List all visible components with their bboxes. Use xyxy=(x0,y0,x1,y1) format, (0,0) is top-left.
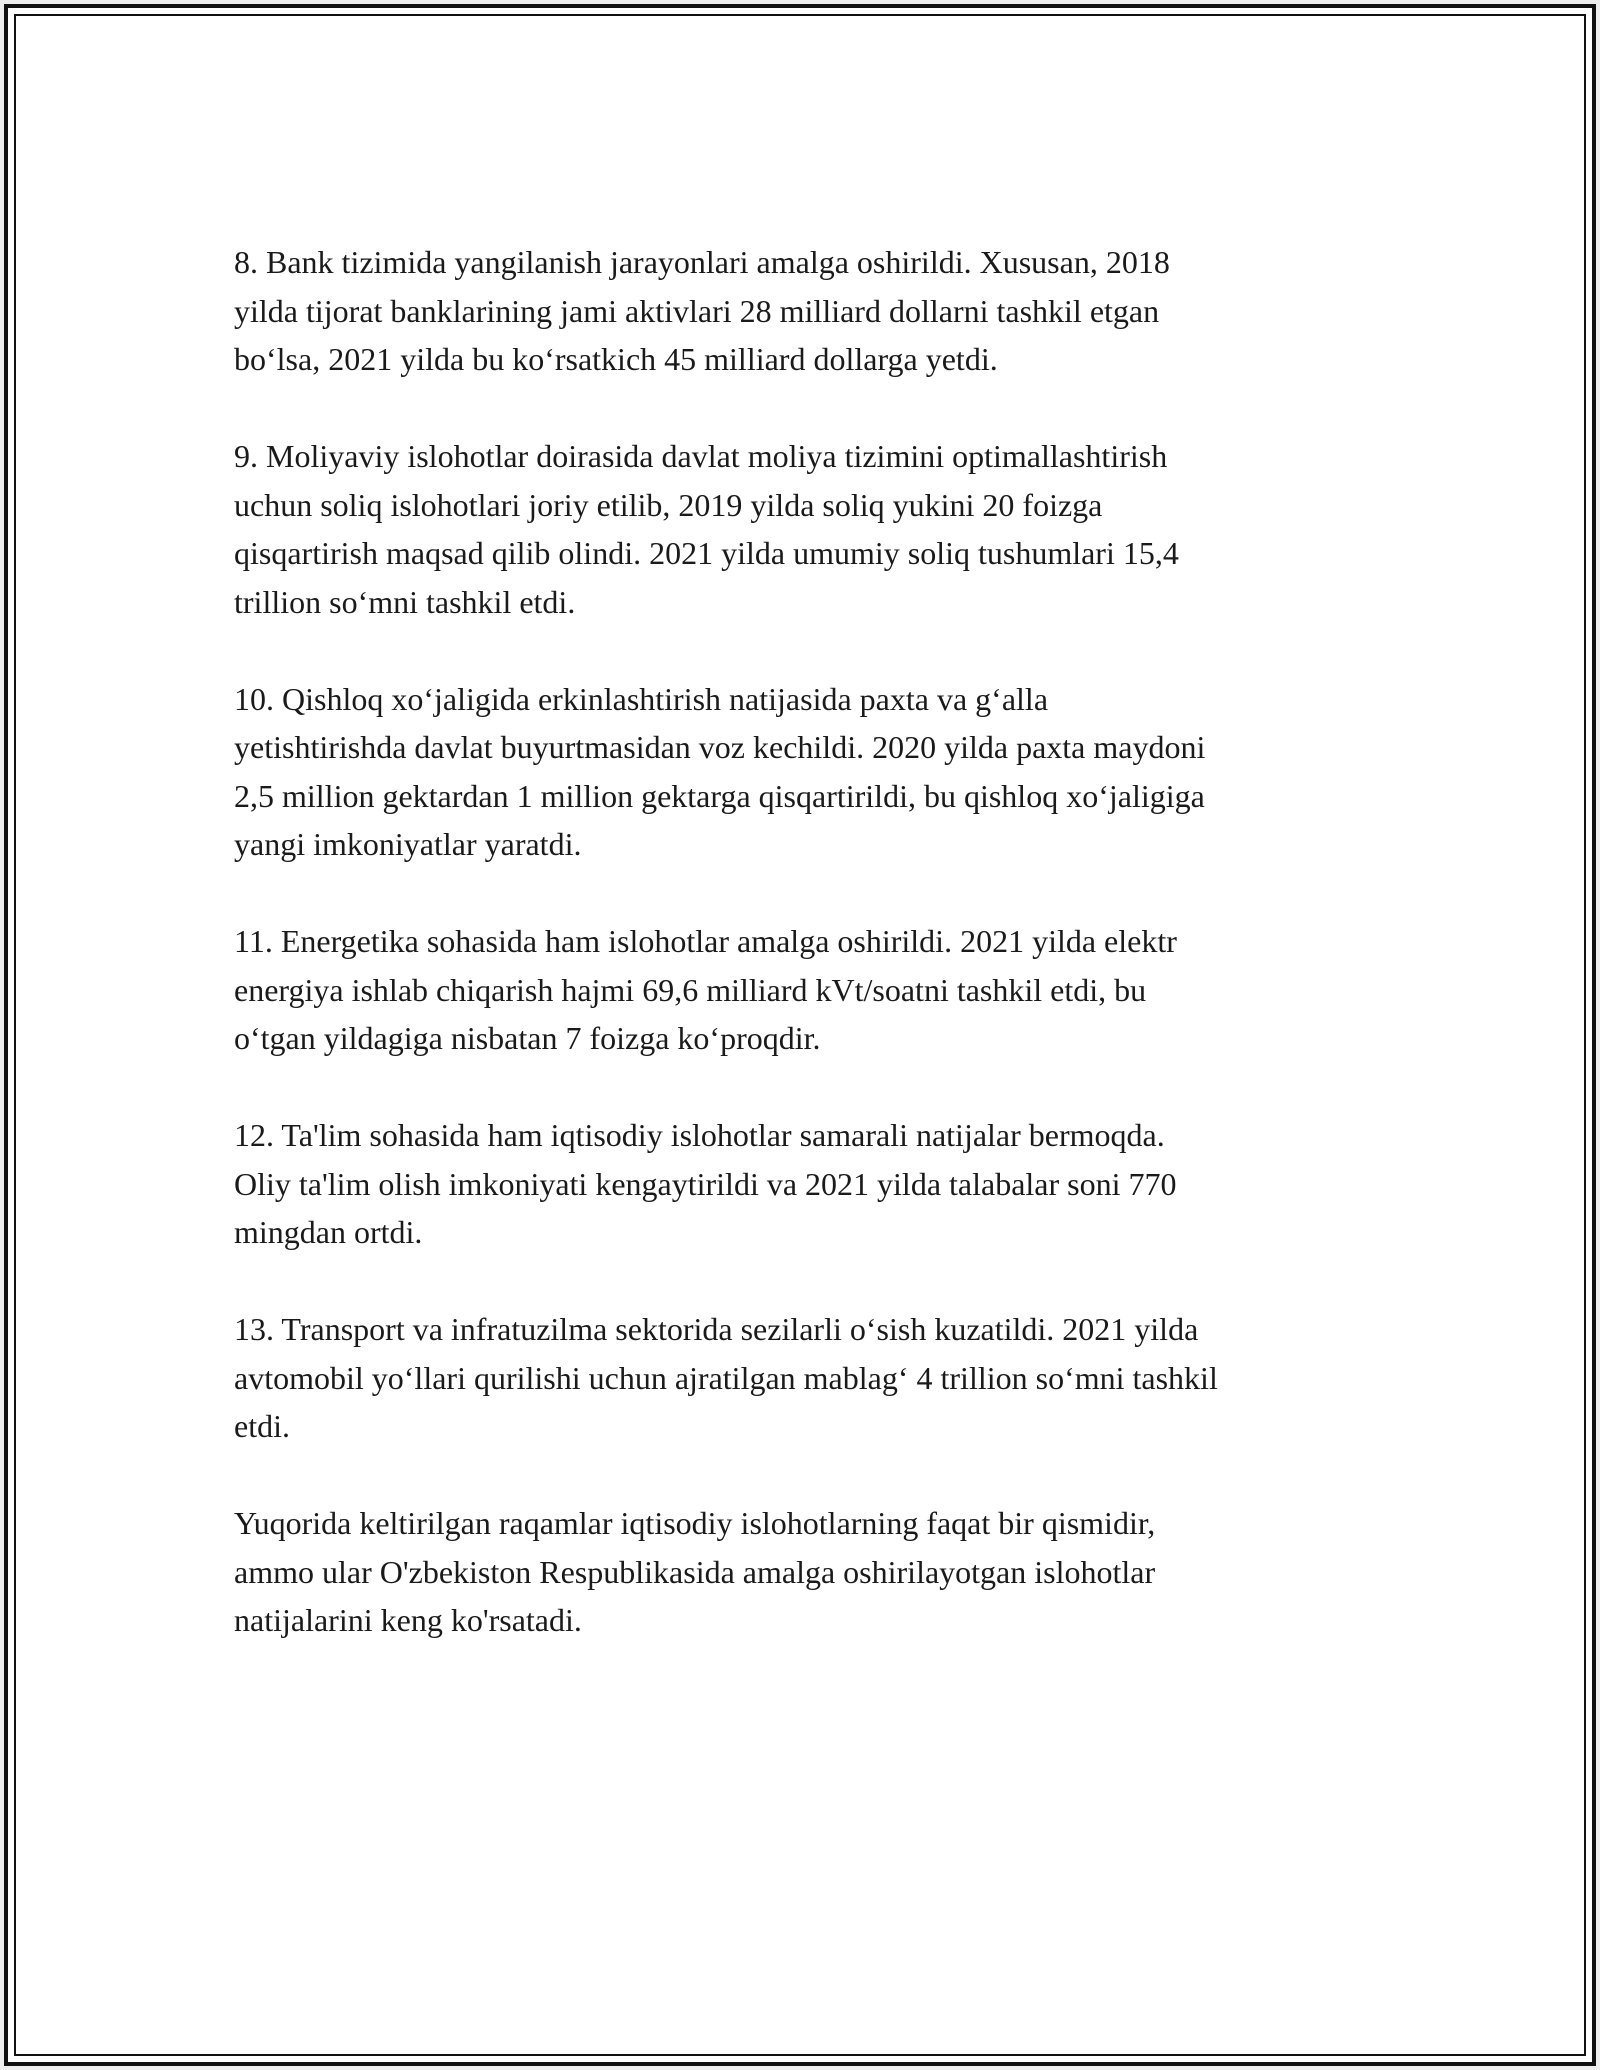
text-line: ammo ular O'zbekiston Respublikasida amalga oshirilayotgan islohotlar xyxy=(234,1553,1156,1590)
text-line: 2,5 million gektardan 1 million gektarga qisqartirildi, bu qishloq xo‘jaligiga xyxy=(234,777,1205,814)
text-line: bo‘lsa, 2021 yilda bu ko‘rsatkich 45 milliard dollarga yetdi. xyxy=(234,341,998,377)
paragraph-8-bank xyxy=(234,238,1394,384)
text-line: uchun soliq islohotlari joriy etilib, 2019 yilda soliq yukini 20 foizga xyxy=(234,486,1103,523)
paragraph-10-agriculture xyxy=(234,675,1394,869)
paragraph-13-transport xyxy=(234,1305,1394,1451)
text-line: 12. Ta'lim sohasida ham iqtisodiy islohotlar samarali natijalar bermoqda. xyxy=(234,1117,1165,1153)
text-line: natijalarini keng ko'rsatadi. xyxy=(234,1602,582,1638)
text-line: 13. Transport va infratuzilma sektorida sezilarli o‘sish kuzatildi. 2021 yilda xyxy=(234,1311,1199,1347)
text-line: 10. Qishloq xo‘jaligida erkinlashtirish natijasida paxta va g‘alla xyxy=(234,680,1049,717)
text-line: avtomobil yo‘llari qurilishi uchun ajratilgan mablag‘ 4 trillion so‘mni tashkil xyxy=(234,1359,1218,1396)
text-line: mingdan ortdi. xyxy=(234,1214,423,1250)
text-line: yilda tijorat banklarining jami aktivlari 28 milliard dollarni tashkil etgan xyxy=(234,292,1160,329)
text-line: Yuqorida keltirilgan raqamlar iqtisodiy islohotlarning faqat bir qismidir, xyxy=(234,1505,1156,1541)
text-line: yangi imkoniyatlar yaratdi. xyxy=(234,826,582,862)
paragraph-12-education xyxy=(234,1111,1394,1257)
paragraph-11-energy xyxy=(234,917,1394,1063)
text-line: qisqartirish maqsad qilib olindi. 2021 yilda umumiy soliq tushumlari 15,4 xyxy=(234,535,1179,571)
text-line: 8. Bank tizimida yangilanish jarayonlari amalga oshirildi. Xususan, 2018 xyxy=(234,244,1170,280)
text-line: o‘tgan yildagiga nisbatan 7 foizga ko‘proqdir. xyxy=(234,1020,821,1056)
paragraph-9-finance xyxy=(234,432,1394,626)
text-line: etdi. xyxy=(234,1408,290,1444)
paragraph-conclusion xyxy=(234,1499,1394,1645)
text-line: Oliy ta'lim olish imkoniyati kengaytirildi va 2021 yilda talabalar soni 770 xyxy=(234,1165,1177,1202)
text-line: 11. Energetika sohasida ham islohotlar amalga oshirildi. 2021 yilda elektr xyxy=(234,923,1177,959)
text-line: energiya ishlab chiqarish hajmi 69,6 milliard kVt/soatni tashkil etdi, bu xyxy=(234,971,1147,1008)
document-page xyxy=(4,4,1596,2066)
text-line: trillion so‘mni tashkil etdi. xyxy=(234,583,576,620)
document-body xyxy=(234,238,1394,1693)
text-line: yetishtirishda davlat buyurtmasidan voz kechildi. 2020 yilda paxta maydoni xyxy=(234,729,1206,765)
text-line: 9. Moliyaviy islohotlar doirasida davlat moliya tizimini optimallashtirish xyxy=(234,438,1168,474)
